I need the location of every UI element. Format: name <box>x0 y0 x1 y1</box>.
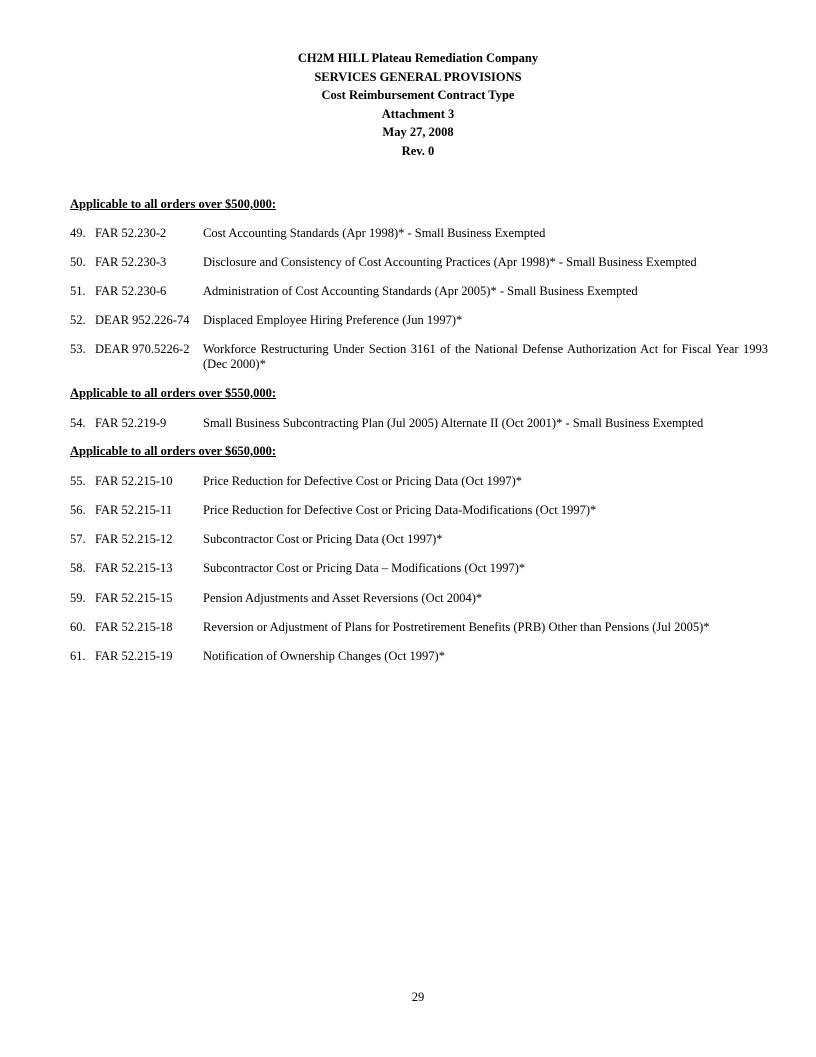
clause-reference: FAR 52.215-11 <box>95 503 173 517</box>
clause-reference: FAR 52.219-9 <box>95 416 167 430</box>
clause-number: 57. <box>70 532 86 546</box>
clause-number: 59. <box>70 591 86 605</box>
clause-title: Displaced Employee Hiring Preference (Jun 1997)* <box>203 313 463 327</box>
clause-item <box>70 503 768 518</box>
clause-number: 50. <box>70 255 86 269</box>
clause-title: Subcontractor Cost or Pricing Data – Modifications (Oct 1997)* <box>203 561 526 575</box>
clause-reference: DEAR 952.226-74 <box>95 313 190 327</box>
clause-reference: FAR 52.230-3 <box>95 255 167 269</box>
revision-label: Rev. 0 <box>401 143 435 158</box>
clause-title: Small Business Subcontracting Plan (Jul 2005) Alternate II (Oct 2001)* - Small Business Exempted <box>203 416 704 430</box>
clause-item <box>70 416 768 431</box>
clause-title: Reversion or Adjustment of Plans for Postretirement Benefits (PRB) Other than Pensions (Jul 2005)* <box>203 620 710 634</box>
page-number: 29 <box>411 990 425 1004</box>
clause-number: 49. <box>70 226 86 240</box>
clause-reference: FAR 52.215-13 <box>95 561 173 575</box>
clause-title: Price Reduction for Defective Cost or Pricing Data-Modifications (Oct 1997)* <box>203 503 597 517</box>
clause-item <box>70 284 768 299</box>
clause-number: 51. <box>70 284 86 298</box>
clause-title: Disclosure and Consistency of Cost Accounting Practices (Apr 1998)* - Small Business Exempted <box>203 255 697 269</box>
clause-reference: FAR 52.215-18 <box>95 620 173 634</box>
clause-number: 52. <box>70 313 86 327</box>
clause-title: Notification of Ownership Changes (Oct 1997)* <box>203 649 445 663</box>
clause-item <box>70 532 768 547</box>
clause-reference: FAR 52.215-15 <box>95 591 173 605</box>
clause-item <box>70 649 768 664</box>
clause-reference: FAR 52.215-12 <box>95 532 173 546</box>
clause-item <box>70 620 768 635</box>
clause-title: Workforce Restructuring Under Section 3161 of the National Defense Authorization Act for Fiscal Year 1993 (Dec 2000)* <box>203 342 768 371</box>
clause-number: 58. <box>70 561 86 575</box>
clause-number: 56. <box>70 503 86 517</box>
section-heading: Applicable to all orders over $550,000: <box>70 386 276 400</box>
clause-number: 55. <box>70 474 86 488</box>
clause-item <box>70 255 768 270</box>
clause-title: Administration of Cost Accounting Standards (Apr 2005)* - Small Business Exempted <box>203 284 638 298</box>
clause-item <box>70 561 768 576</box>
clause-item <box>70 474 768 489</box>
clause-item <box>70 313 768 328</box>
clause-title: Cost Accounting Standards (Apr 1998)* - Small Business Exempted <box>203 226 546 240</box>
clause-number: 60. <box>70 620 86 634</box>
clause-reference: FAR 52.230-6 <box>95 284 167 298</box>
company-name: CH2M HILL Plateau Remediation Company <box>297 51 539 65</box>
clause-reference: FAR 52.215-19 <box>95 649 173 663</box>
clause-number: 61. <box>70 649 86 663</box>
section-heading: Applicable to all orders over $500,000: <box>70 197 276 211</box>
clause-item <box>70 226 768 241</box>
attachment-label: Attachment 3 <box>381 106 455 121</box>
clause-item <box>70 342 768 372</box>
clause-title: Price Reduction for Defective Cost or Pricing Data (Oct 1997)* <box>203 474 523 488</box>
clause-title: Subcontractor Cost or Pricing Data (Oct 1997)* <box>203 532 443 546</box>
document-title: SERVICES GENERAL PROVISIONS <box>314 69 522 84</box>
document-date: May 27, 2008 <box>382 125 454 139</box>
clause-number: 54. <box>70 416 86 430</box>
clause-item <box>70 591 768 606</box>
clause-reference: DEAR 970.5226-2 <box>95 342 190 356</box>
clause-reference: FAR 52.215-10 <box>95 474 173 488</box>
clause-title: Pension Adjustments and Asset Reversions (Oct 2004)* <box>203 591 483 605</box>
contract-type: Cost Reimbursement Contract Type <box>321 88 515 102</box>
document-header <box>0 49 816 160</box>
clause-reference: FAR 52.230-2 <box>95 226 167 240</box>
section-heading: Applicable to all orders over $650,000: <box>70 444 276 458</box>
clause-number: 53. <box>70 342 86 356</box>
